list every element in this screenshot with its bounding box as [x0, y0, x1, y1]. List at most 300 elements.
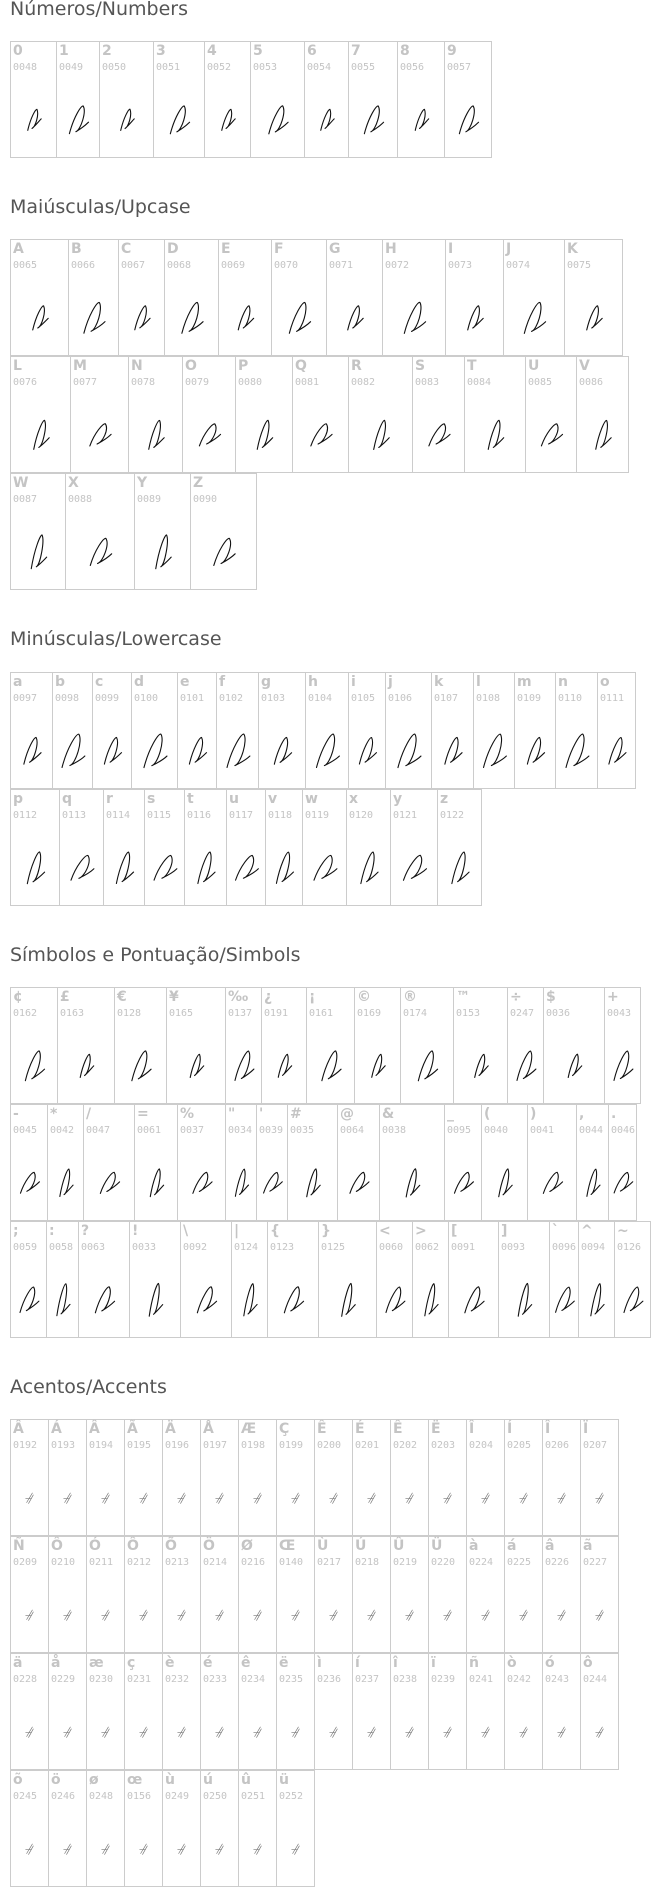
glyph-cell: [10, 1653, 49, 1770]
glyph-code-label: 0201: [355, 1440, 380, 1451]
glyph-code-label: 0205: [507, 1440, 532, 1451]
glyph-sample: [505, 1450, 542, 1537]
glyph-character-label: /: [86, 1106, 92, 1122]
glyph-cell: [166, 987, 226, 1104]
glyph-sample: [100, 72, 153, 159]
glyph-code-label: 0090: [193, 494, 218, 505]
glyph-code-label: 0106: [388, 693, 413, 704]
glyph-character-label: .: [611, 1106, 617, 1122]
glyph-code-label: 0082: [351, 377, 376, 388]
glyph-code-label: 0077: [73, 377, 98, 388]
glyph-character-label: û: [241, 1772, 251, 1788]
glyph-code-label: 0117: [229, 810, 254, 821]
glyph-code-label: 0039: [259, 1125, 284, 1136]
glyph-sample: [579, 1252, 614, 1339]
glyph-character-label: Ø: [241, 1538, 253, 1554]
glyph-code-label: 0072: [385, 260, 410, 271]
glyph-cell: [348, 41, 398, 158]
glyph-sample: [239, 1450, 276, 1537]
glyph-sample: [84, 1135, 134, 1222]
glyph-code-label: 0109: [517, 693, 542, 704]
glyph-sample: [201, 1684, 238, 1771]
glyph-cell: [10, 1419, 49, 1536]
glyph-character-label: Ë: [431, 1421, 441, 1437]
glyph-sample: [49, 1567, 86, 1654]
glyph-sample: [58, 1018, 114, 1105]
glyph-sample: [277, 1801, 314, 1888]
glyph-character-label: \: [183, 1223, 189, 1239]
glyph-character-label: D: [167, 241, 179, 257]
glyph-sample: [429, 1567, 466, 1654]
glyph-cell: [10, 672, 53, 789]
glyph-code-label: 0126: [617, 1242, 642, 1253]
glyph-character-label: X: [68, 475, 79, 491]
glyph-character-label: q: [62, 791, 73, 807]
glyph-sample: [69, 270, 118, 357]
glyph-code-label: 0089: [137, 494, 162, 505]
glyph-code-label: 0111: [600, 693, 625, 704]
glyph-cell: [124, 1419, 163, 1536]
glyph-cell: [385, 672, 432, 789]
glyph-character-label: £: [60, 989, 70, 1005]
glyph-row: [10, 987, 640, 1104]
glyph-cell: [144, 789, 185, 906]
glyph-cell: [473, 672, 515, 789]
glyph-sample: [11, 1450, 48, 1537]
glyph-sample: [550, 1252, 578, 1339]
glyph-code-label: 0099: [95, 693, 120, 704]
glyph-character-label: B: [71, 241, 82, 257]
glyph-code-label: 0213: [165, 1557, 190, 1568]
glyph-sample: [135, 1135, 177, 1222]
glyph-character-label: ë: [279, 1655, 289, 1671]
glyph-code-label: 0231: [127, 1674, 152, 1685]
glyph-sample: [386, 703, 431, 790]
glyph-code-label: 0057: [447, 62, 472, 73]
glyph-character-label: }: [321, 1223, 331, 1239]
glyph-sample: [87, 1801, 124, 1888]
glyph-sample: [377, 1252, 412, 1339]
glyph-character-label: ô: [583, 1655, 593, 1671]
glyph-code-label: 0193: [51, 1440, 76, 1451]
glyph-cell: [114, 987, 167, 1104]
glyph-code-label: 0120: [349, 810, 374, 821]
glyph-sample: [581, 1684, 618, 1771]
glyph-sample: [262, 1018, 306, 1105]
glyph-character-label: J: [506, 241, 512, 257]
glyph-code-label: 0065: [13, 260, 38, 271]
glyph-row: [10, 41, 491, 158]
glyph-character-label: ): [530, 1106, 537, 1122]
glyph-sample: [515, 703, 555, 790]
glyph-cell: [153, 41, 205, 158]
glyph-cell: [564, 239, 623, 356]
glyph-code-label: 0074: [506, 260, 531, 271]
glyph-cell: [226, 789, 266, 906]
glyph-cell: [428, 1419, 467, 1536]
glyph-code-label: 0214: [203, 1557, 228, 1568]
glyph-sample: [303, 820, 346, 907]
glyph-sample: [217, 703, 258, 790]
glyph-sample: [49, 1450, 86, 1537]
glyph-sample: [11, 1018, 57, 1105]
glyph-cell: [180, 1221, 232, 1338]
glyph-cell: [131, 672, 178, 789]
glyph-character-label: R: [351, 358, 362, 374]
glyph-code-label: 0044: [579, 1125, 604, 1136]
glyph-sample: [163, 1684, 200, 1771]
glyph-cell: [305, 672, 349, 789]
glyph-code-label: 0197: [203, 1440, 228, 1451]
glyph-sample: [581, 1450, 618, 1537]
glyph-row: [10, 1536, 618, 1653]
glyph-sample: [11, 270, 68, 357]
glyph-sample: [305, 72, 348, 159]
glyph-character-label: _: [447, 1106, 454, 1122]
glyph-cell: [276, 1770, 315, 1887]
glyph-character-label: ®: [403, 989, 417, 1005]
glyph-code-label: 0073: [448, 260, 473, 271]
glyph-cell: [608, 1104, 637, 1221]
glyph-cell: [68, 239, 119, 356]
glyph-character-label: 3: [156, 43, 166, 59]
glyph-sample: [93, 703, 131, 790]
glyph-code-label: 0115: [147, 810, 172, 821]
glyph-sample: [11, 820, 59, 907]
glyph-character-label: K: [567, 241, 578, 257]
glyph-sample: [201, 1450, 238, 1537]
glyph-cell: [134, 473, 191, 590]
glyph-cell: [507, 987, 544, 1104]
section-title-numbers: Números/Numbers: [10, 0, 188, 20]
glyph-code-label: 0195: [127, 1440, 152, 1451]
glyph-character-label: Ê: [317, 1421, 327, 1437]
glyph-cell: [261, 987, 307, 1104]
glyph-cell: [128, 356, 183, 473]
glyph-sample: [505, 1684, 542, 1771]
glyph-cell: [265, 789, 303, 906]
glyph-character-label: p: [13, 791, 24, 807]
glyph-character-label: l: [476, 674, 481, 690]
glyph-code-label: 0083: [415, 377, 440, 388]
glyph-character-label: m: [517, 674, 532, 690]
glyph-code-label: 0230: [89, 1674, 114, 1685]
glyph-cell: [527, 1104, 577, 1221]
glyph-character-label: C: [121, 241, 132, 257]
glyph-cell: [162, 1419, 201, 1536]
glyph-code-label: 0095: [447, 1125, 472, 1136]
glyph-code-label: 0094: [581, 1242, 606, 1253]
glyph-character-label: S: [415, 358, 426, 374]
glyph-sample: [71, 387, 128, 474]
glyph-cell: [428, 1536, 467, 1653]
glyph-character-label: ¢: [13, 989, 23, 1005]
glyph-character-label: a: [13, 674, 23, 690]
glyph-sample: [338, 1135, 379, 1222]
glyph-cell: [86, 1419, 125, 1536]
glyph-code-label: 0049: [59, 62, 84, 73]
glyph-sample: [66, 504, 134, 591]
glyph-character-label: é: [203, 1655, 213, 1671]
glyph-sample: [236, 387, 292, 474]
glyph-cell: [70, 356, 129, 473]
glyph-cell: [337, 1104, 380, 1221]
glyph-code-label: 0125: [321, 1242, 346, 1253]
glyph-cell: [250, 41, 305, 158]
glyph-character-label: Á: [51, 1421, 62, 1437]
glyph-sample: [49, 1684, 86, 1771]
glyph-row: [10, 1221, 650, 1338]
glyph-sample: [11, 504, 65, 591]
glyph-cell: [231, 1221, 268, 1338]
glyph-code-label: 0053: [253, 62, 278, 73]
glyph-code-label: 0034: [228, 1125, 253, 1136]
glyph-character-label: Ù: [317, 1538, 329, 1554]
glyph-code-label: 0071: [329, 260, 354, 271]
glyph-code-label: 0229: [51, 1674, 76, 1685]
glyph-cell: [412, 1221, 449, 1338]
glyph-character-label: Û: [393, 1538, 405, 1554]
glyph-code-label: 0219: [393, 1557, 418, 1568]
glyph-code-label: 0110: [558, 693, 583, 704]
glyph-code-label: 0114: [106, 810, 131, 821]
glyph-cell: [348, 356, 413, 473]
glyph-cell: [238, 1770, 277, 1887]
glyph-code-label: 0233: [203, 1674, 228, 1685]
glyph-sample: [183, 387, 235, 474]
glyph-character-label: ^: [581, 1223, 593, 1239]
glyph-cell: [200, 1653, 239, 1770]
glyph-character-label: d: [134, 674, 145, 690]
glyph-character-label: -: [13, 1106, 19, 1122]
glyph-sample: [129, 387, 182, 474]
glyph-sample: [130, 1252, 180, 1339]
glyph-character-label: ò: [507, 1655, 517, 1671]
glyph-cell: [162, 1653, 201, 1770]
glyph-character-label: Í: [507, 1421, 513, 1437]
glyph-character-label: ‰: [228, 989, 249, 1005]
glyph-code-label: 0101: [180, 693, 205, 704]
glyph-sample: [413, 387, 464, 474]
glyph-character-label: ]: [501, 1223, 508, 1239]
glyph-code-label: 0070: [274, 260, 299, 271]
glyph-sample: [125, 1567, 162, 1654]
section-title-lowercase: Minúsculas/Lowercase: [10, 628, 222, 650]
glyph-sample: [154, 72, 204, 159]
glyph-code-label: 0113: [62, 810, 87, 821]
glyph-character-label: Å: [203, 1421, 214, 1437]
glyph-cell: [514, 672, 556, 789]
glyph-cell: [390, 1419, 429, 1536]
glyph-cell: [580, 1419, 619, 1536]
glyph-character-label: ê: [241, 1655, 251, 1671]
glyph-sample: [306, 703, 348, 790]
glyph-sample: [57, 72, 99, 159]
glyph-cell: [276, 1536, 315, 1653]
glyph-code-label: 0212: [127, 1557, 152, 1568]
glyph-cell: [238, 1419, 277, 1536]
glyph-cell: [542, 1653, 581, 1770]
glyph-character-label: j: [388, 674, 393, 690]
glyph-row: [10, 473, 256, 590]
glyph-code-label: 0191: [264, 1008, 289, 1019]
glyph-cell: [10, 1221, 47, 1338]
section-title-upcase: Maiúsculas/Upcase: [10, 196, 191, 218]
glyph-sample: [201, 1567, 238, 1654]
glyph-code-label: 0054: [307, 62, 332, 73]
glyph-character-label: Ã: [127, 1421, 138, 1437]
glyph-character-label: â: [545, 1538, 555, 1554]
glyph-cell: [542, 1536, 581, 1653]
glyph-cell: [580, 1536, 619, 1653]
glyph-sample: [266, 820, 302, 907]
glyph-sample: [135, 504, 190, 591]
glyph-code-label: 0234: [241, 1674, 266, 1685]
glyph-character-label: Ö: [203, 1538, 215, 1554]
glyph-code-label: 0218: [355, 1557, 380, 1568]
glyph-character-label: Î: [545, 1421, 551, 1437]
glyph-cell: [604, 987, 641, 1104]
glyph-sample: [315, 1450, 352, 1537]
glyph-code-label: 0104: [308, 693, 333, 704]
glyph-character-label: ö: [51, 1772, 61, 1788]
glyph-code-label: 0075: [567, 260, 592, 271]
glyph-code-label: 0241: [469, 1674, 494, 1685]
glyph-character-label: (: [484, 1106, 491, 1122]
glyph-cell: [267, 1221, 319, 1338]
glyph-code-label: 0116: [187, 810, 212, 821]
glyph-sample: [347, 820, 390, 907]
glyph-cell: [200, 1536, 239, 1653]
glyph-character-label: á: [507, 1538, 517, 1554]
glyph-character-label: $: [546, 989, 556, 1005]
glyph-character-label: 1: [59, 43, 69, 59]
glyph-cell: [200, 1419, 239, 1536]
glyph-cell: [83, 1104, 135, 1221]
glyph-sample: [380, 1135, 444, 1222]
glyph-cell: [10, 789, 60, 906]
glyph-character-label: ì: [317, 1655, 322, 1671]
glyph-character-label: Ñ: [13, 1538, 25, 1554]
glyph-cell: [444, 41, 492, 158]
section-title-symbols: Símbolos e Pontuação/Simbols: [10, 944, 301, 966]
glyph-character-label: %: [180, 1106, 195, 1122]
glyph-character-label: k: [434, 674, 444, 690]
glyph-row: [10, 1653, 618, 1770]
glyph-sample: [467, 1684, 504, 1771]
glyph-cell: [276, 1653, 315, 1770]
glyph-sample: [315, 1567, 352, 1654]
glyph-code-label: 0118: [268, 810, 293, 821]
glyph-character-label: î: [393, 1655, 398, 1671]
glyph-sample: [391, 820, 437, 907]
glyph-sample: [87, 1450, 124, 1537]
glyph-cell: [614, 1221, 651, 1338]
glyph-character-label: H: [385, 241, 397, 257]
glyph-code-label: 0169: [357, 1008, 382, 1019]
glyph-cell: [103, 789, 145, 906]
glyph-code-label: 0243: [545, 1674, 570, 1685]
glyph-cell: [10, 1536, 49, 1653]
glyph-character-label: 8: [400, 43, 410, 59]
glyph-sample: [413, 1252, 448, 1339]
glyph-character-label: Ç: [279, 1421, 290, 1437]
glyph-cell: [348, 672, 386, 789]
glyph-code-label: 0093: [501, 1242, 526, 1253]
glyph-sample: [11, 1567, 48, 1654]
glyph-sample: [383, 270, 445, 357]
glyph-code-label: 0055: [351, 62, 376, 73]
glyph-cell: [65, 473, 135, 590]
glyph-sample: [474, 703, 514, 790]
glyph-character-label: F: [274, 241, 284, 257]
glyph-cell: [543, 987, 605, 1104]
glyph-code-label: 0092: [183, 1242, 208, 1253]
glyph-sample: [87, 1684, 124, 1771]
glyph-code-label: 0042: [50, 1125, 75, 1136]
glyph-cell: [56, 41, 100, 158]
glyph-character-label: ø: [89, 1772, 99, 1788]
glyph-character-label: h: [308, 674, 318, 690]
glyph-code-label: 0064: [340, 1125, 365, 1136]
glyph-code-label: 0251: [241, 1791, 266, 1802]
glyph-sample: [165, 270, 218, 357]
glyph-cell: [99, 41, 154, 158]
glyph-character-label: ,: [579, 1106, 585, 1122]
glyph-character-label: Î: [469, 1421, 475, 1437]
glyph-character-label: Ê: [393, 1421, 403, 1437]
glyph-code-label: 0048: [13, 62, 38, 73]
glyph-character-label: +: [607, 989, 619, 1005]
glyph-code-label: 0239: [431, 1674, 456, 1685]
glyph-sample: [353, 1684, 390, 1771]
glyph-code-label: 0037: [180, 1125, 205, 1136]
glyph-character-label: [: [451, 1223, 458, 1239]
glyph-code-label: 0252: [279, 1791, 304, 1802]
glyph-character-label: ü: [279, 1772, 289, 1788]
glyph-character-label: >: [415, 1223, 427, 1239]
glyph-code-label: 0165: [169, 1008, 194, 1019]
glyph-code-label: 0196: [165, 1440, 190, 1451]
glyph-character-label: Y: [137, 475, 148, 491]
glyph-sample: [239, 1801, 276, 1888]
glyph-sample: [11, 387, 70, 474]
glyph-sample: [11, 1801, 48, 1888]
glyph-character-label: O: [185, 358, 197, 374]
glyph-sample: [432, 703, 473, 790]
glyph-character-label: à: [469, 1538, 479, 1554]
glyph-cell: [504, 1536, 543, 1653]
glyph-cell: [352, 1536, 391, 1653]
glyph-code-label: 0107: [434, 693, 459, 704]
glyph-cell: [177, 672, 217, 789]
glyph-cell: [314, 1419, 353, 1536]
glyph-cell: [10, 239, 69, 356]
glyph-code-label: 0033: [132, 1242, 157, 1253]
glyph-cell: [10, 356, 71, 473]
glyph-cell: [580, 1653, 619, 1770]
glyph-character-label: t: [187, 791, 194, 807]
glyph-cell: [200, 1770, 239, 1887]
glyph-code-label: 0162: [13, 1008, 38, 1019]
glyph-sample: [49, 1801, 86, 1888]
glyph-sample: [178, 1135, 225, 1222]
glyph-code-label: 0050: [102, 62, 127, 73]
glyph-cell: [390, 1653, 429, 1770]
glyph-sample: [167, 1018, 225, 1105]
glyph-sample: [132, 703, 177, 790]
glyph-code-label: 0140: [279, 1557, 304, 1568]
